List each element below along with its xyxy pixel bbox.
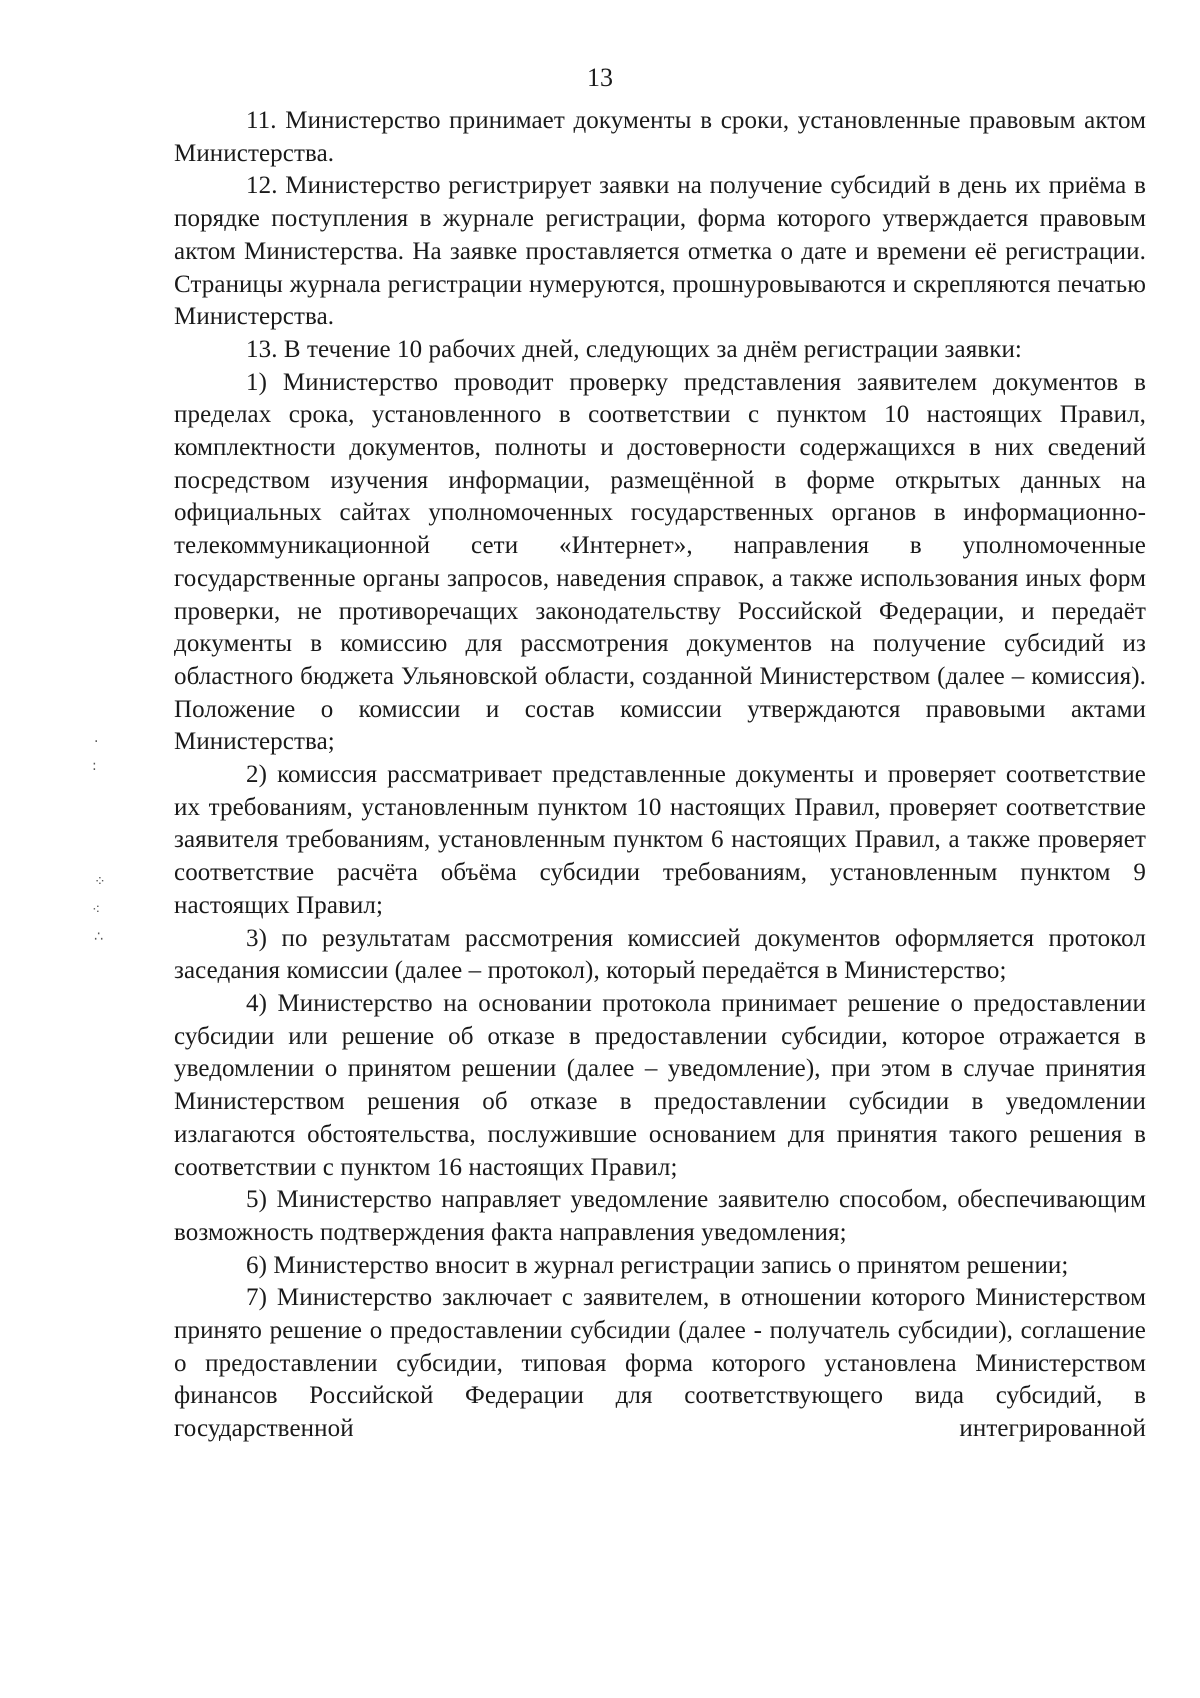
paragraph-13-item-1: 1) Министерство проводит проверку представления заявителем документов в пределах срока, установленного в соответствии с пунктом 10 настоящих Правил, комплектности документов, полноты и достоверности содержащихся в них сведений посредством изучения информации, размещённой в форме открытых данных на официальных сайтах уполномоченных государственных органов в информационно-телекоммуникационной сети «Интернет», направления в уполномоченные государственные органы запросов, наведения справок, а также использования иных форм проверки, не противоречащих законодательству Российской Федерации, и передаёт документы в комиссию для рассмотрения документов на получение субсидий из областного бюджета Ульяновской области, созданной Министерством (далее – комиссия). Положение о комиссии и состав комиссии утверждаются правовыми актами Министерства; [174, 368, 1146, 756]
scan-margin-marks [84, 735, 124, 955]
paragraph-13-item-7: 7) Министерство заключает с заявителем, в отношении которого Министерством принято решение о предоставлении субсидии (далее - получатель субсидии), соглашение о предоставлении субсидии, типовая форма которого установлена Министерством финансов Российской Федерации для соответствующего вида субсидий, в государственной интегрированной [174, 1284, 1146, 1443]
paragraph-13-item-5: 5) Министерство направляет уведомление заявителю способом, обеспечивающим возможность подтверждения факта направления уведомления; [174, 1186, 1146, 1246]
scan-speck: ⁖ [92, 902, 101, 918]
paragraph-13: 13. В течение 10 рабочих дней, следующих за днём регистрации заявки: [246, 335, 1022, 363]
scan-speck: ∴ [94, 929, 103, 945]
scan-speck: : [92, 758, 97, 774]
paragraph-13-item-6: 6) Министерство вносит в журнал регистрации запись о принятом решении; [246, 1251, 1069, 1279]
paragraph-13-item-4: 4) Министерство на основании протокола принимает решение о предоставлении субсидии или решение об отказе в предоставлении субсидии, которое отражается в уведомлении о принятом решении (далее – уведомление), при этом в случае принятия Министерством решения об отказе в предоставлении субсидии в уведомлении излагаются обстоятельства, послужившие основанием для принятия такого решения в соответствии с пунктом 16 настоящих Правил; [174, 989, 1146, 1181]
scan-speck: ⁘ [94, 874, 106, 890]
paragraph-13-item-2: 2) комиссия рассматривает представленные документы и проверяет соответствие их требованиям, установленным пунктом 10 настоящих Правил, проверяет соответствие заявителя требованиям, установленным пунктом 6 настоящих Правил, а также проверяет соответствие расчёта объёма субсидии требованиям, установленным пунктом 9 настоящих Правил; [174, 761, 1146, 919]
paragraph-13-item-3: 3) по результатам рассмотрения комиссией документов оформляется протокол заседания комиссии (далее – протокол), который передаётся в Министерство; [174, 924, 1146, 985]
scan-speck: · [94, 734, 99, 750]
page-number: 13 [587, 63, 613, 92]
document-body [174, 105, 1146, 1446]
paragraph-12: 12. Министерство регистрирует заявки на получение субсидий в день их приёма в порядке поступления в журнале регистрации, форма которого утверждается правовым актом Министерства. На заявке проставляется отметка о дате и времени её регистрации. Страницы журнала регистрации нумеруются, прошнуровываются и скрепляются печатью Министерства. [174, 172, 1146, 331]
paragraph-11: 11. Министерство принимает документы в сроки, установленные правовым актом Министерства. [174, 107, 1146, 167]
